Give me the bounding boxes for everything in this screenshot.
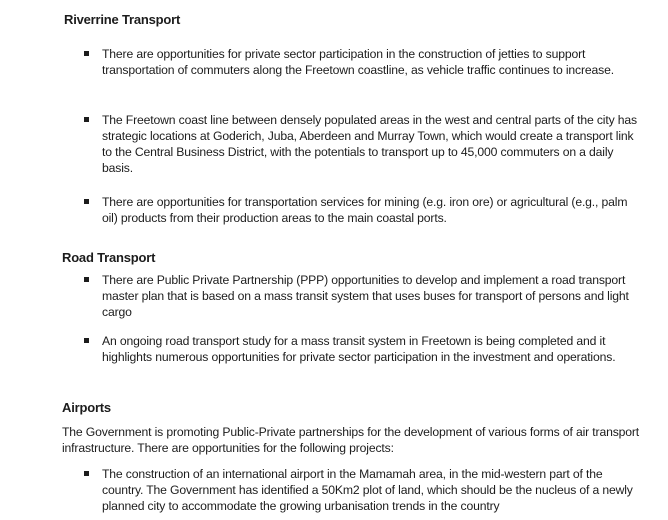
list-item-text: The construction of an international airport in the Mamamah area, in the mid-western part of the country. The Government has identified a 50Km2 plot of land, which should be the nucleus of a newly planned city to accommodate the growing urbanisation trends in the country [102, 467, 633, 513]
airports-intro: The Government is promoting Public-Private partnerships for the development of various forms of air transport infrastructure. There are opportunities for the following projects: [62, 425, 640, 455]
list-item-text: There are opportunities for transportation services for mining (e.g. iron ore) or agricultural (e.g., palm oil) products from their production areas to the main coastal ports. [102, 195, 628, 225]
list-item [84, 466, 644, 514]
list-item-text: An ongoing road transport study for a mass transit system in Freetown is being completed and it highlights numerous opportunities for private sector participation in the investment and operations. [102, 334, 616, 364]
bullet-icon [84, 117, 89, 122]
list-item-text: There are Public Private Partnership (PPP) opportunities to develop and implement a road transport master plan that is based on a mass transit system that uses buses for transport of persons and light cargo [102, 273, 629, 319]
list-item [84, 46, 644, 78]
section-heading-riverrine: Riverrine Transport [64, 12, 181, 27]
bullet-icon [84, 199, 89, 204]
list-item-text: There are opportunities for private sector participation in the construction of jetties to support transportation of commuters along the Freetown coastline, as vehicle traffic continues to increase. [102, 47, 614, 77]
list-item [84, 194, 644, 226]
list-item-text: The Freetown coast line between densely populated areas in the west and central parts of the city has strategic locations at Goderich, Juba, Aberdeen and Murray Town, which would create a transport link to the Central Business District, with the potentials to transport up to 45,000 commuters on a daily basis. [102, 113, 637, 175]
bullet-icon [84, 471, 89, 476]
section-heading-airports: Airports [62, 400, 111, 415]
bullet-icon [84, 277, 89, 282]
bullet-icon [84, 51, 89, 56]
section-heading-road: Road Transport [62, 250, 156, 265]
list-item [84, 112, 644, 176]
list-item [84, 272, 644, 320]
bullet-icon [84, 338, 89, 343]
list-item [84, 333, 644, 365]
